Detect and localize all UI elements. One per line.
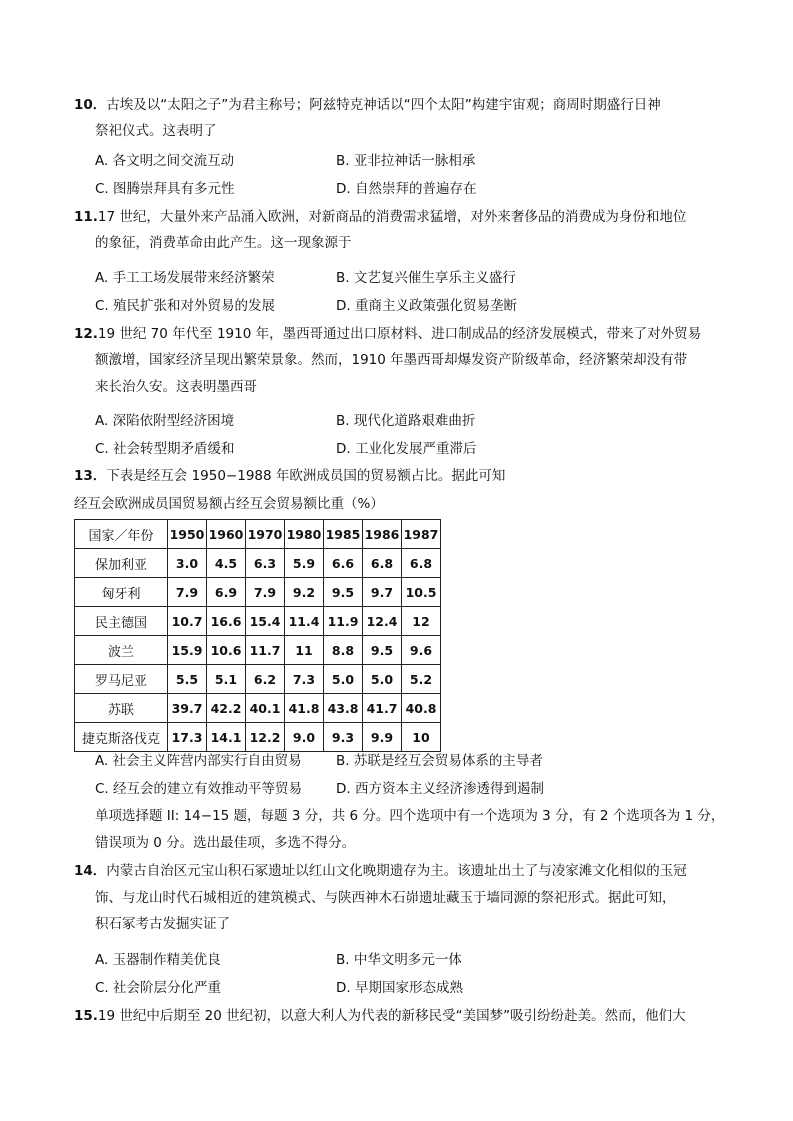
question-number: 15. (74, 1008, 98, 1024)
table-cell: 39.7 (168, 694, 207, 723)
table-cell: 9.0 (285, 723, 324, 752)
table-header-cell: 1986 (363, 520, 402, 549)
q12-stem-line1: 19 世纪 70 年代至 1910 年，墨西哥通过出口原材料、进口制成品的经济发展模式，带来了对外贸易 (97, 326, 702, 342)
table-cell: 14.1 (207, 723, 246, 752)
table-cell: 10.5 (402, 578, 441, 607)
q11-option-c: C. 殖民扩张和对外贸易的发展 (95, 298, 276, 314)
q10-option-b: B. 亚非拉神话一脉相承 (336, 153, 476, 169)
table-row (75, 636, 441, 665)
q15-stem (74, 1006, 686, 1026)
question-number: 14． (74, 863, 107, 879)
q11-stem-line2: 的象征，消费革命由此产生。这一现象源于 (95, 235, 352, 251)
table-row (75, 549, 441, 578)
table-row-label: 民主德国 (75, 607, 168, 636)
table-row (75, 694, 441, 723)
q14-stem-line1: 内蒙古自治区元宝山积石冢遗址以红山文化晚期遗存为主。该遗址出土了与凌家滩文化相似的玉冠 (106, 863, 687, 879)
table-cell: 10.6 (207, 636, 246, 665)
q10-stem-line1: 古埃及以“太阳之子”为君主称号；阿兹特克神话以“四个太阳”构建宇宙观；商周时期盛行日神 (106, 97, 661, 113)
table-cell: 6.2 (246, 665, 285, 694)
table-row-label: 苏联 (75, 694, 168, 723)
table-cell: 5.9 (285, 549, 324, 578)
q12-stem-line2: 额激增，国家经济呈现出繁荣景象。然而，1910 年墨西哥却爆发资产阶级革命，经济繁荣却没有带 (95, 352, 688, 368)
table-cell: 5.0 (324, 665, 363, 694)
table-cell: 40.8 (402, 694, 441, 723)
table-cell: 42.2 (207, 694, 246, 723)
q14-stem (74, 861, 687, 881)
table-cell: 5.1 (207, 665, 246, 694)
q11-stem-line1: 17 世纪，大量外来产品涌入欧洲，对新商品的消费需求猛增，对外来奢侈品的消费成为身份和地位 (97, 209, 687, 225)
q10-option-a: A. 各文明之间交流互动 (95, 153, 235, 169)
table-cell: 7.9 (168, 578, 207, 607)
table-row (75, 607, 441, 636)
table-cell: 7.9 (246, 578, 285, 607)
table-cell: 5.0 (363, 665, 402, 694)
table-row-label: 匈牙利 (75, 578, 168, 607)
table-cell: 9.5 (363, 636, 402, 665)
table-header-cell: 1980 (285, 520, 324, 549)
question-number: 10． (74, 97, 107, 113)
table-cell: 5.2 (402, 665, 441, 694)
table-row (75, 665, 441, 694)
table-cell: 10 (402, 723, 441, 752)
table-cell: 12.2 (246, 723, 285, 752)
table-cell: 4.5 (207, 549, 246, 578)
table-header-cell: 1970 (246, 520, 285, 549)
table-row (75, 723, 441, 752)
table-cell: 6.8 (402, 549, 441, 578)
q14-option-d: D. 早期国家形态成熟 (336, 980, 463, 996)
q10-option-c: C. 图腾崇拜具有多元性 (95, 181, 235, 197)
table-cell: 11 (285, 636, 324, 665)
q11-stem (74, 207, 686, 227)
table-cell: 9.9 (363, 723, 402, 752)
table-cell: 16.6 (207, 607, 246, 636)
table-row-label: 捷克斯洛伐克 (75, 723, 168, 752)
table-row-label: 保加利亚 (75, 549, 168, 578)
table-cell: 12.4 (363, 607, 402, 636)
table-cell: 6.6 (324, 549, 363, 578)
q14-option-a: A. 玉器制作精美优良 (95, 952, 221, 968)
q12-option-d: D. 工业化发展严重滞后 (336, 441, 477, 457)
q13-stem (74, 466, 505, 486)
table-cell: 41.8 (285, 694, 324, 723)
q14-stem-line2: 饰、与龙山时代石城相近的建筑模式、与陕西神木石峁遗址藏玉于墙同源的祭祀形式。据此可知， (95, 890, 676, 906)
q13-option-c: C. 经互会的建立有效推动平等贸易 (95, 781, 303, 797)
table-header-cell: 国家／年份 (75, 520, 168, 549)
q10-stem (74, 95, 661, 115)
question-number: 11. (74, 209, 98, 225)
table-cell: 5.5 (168, 665, 207, 694)
q10-option-d: D. 自然崇拜的普遍存在 (336, 181, 477, 197)
q15-stem-line1: 19 世纪中后期至 20 世纪初，以意大利人为代表的新移民受“美国梦”吸引纷纷赴美。然而，他们大 (97, 1008, 686, 1024)
q13-option-b: B. 苏联是经互会贸易体系的主导者 (336, 753, 543, 769)
table-cell: 40.1 (246, 694, 285, 723)
table-cell: 7.3 (285, 665, 324, 694)
table-row-label: 罗马尼亚 (75, 665, 168, 694)
q13-option-a: A. 社会主义阵营内部实行自由贸易 (95, 753, 302, 769)
table-cell: 9.7 (363, 578, 402, 607)
question-number: 13． (74, 468, 107, 484)
q13-option-d: D. 西方资本主义经济渗透得到遏制 (336, 781, 544, 797)
table-cell: 9.5 (324, 578, 363, 607)
table-cell: 15.4 (246, 607, 285, 636)
table-row-label: 波兰 (75, 636, 168, 665)
q13-stem-line1: 下表是经互会 1950−1988 年欧洲成员国的贸易额占比。据此可知 (106, 468, 506, 484)
table-cell: 6.9 (207, 578, 246, 607)
table-header-row (75, 520, 441, 549)
table-header-cell: 1950 (168, 520, 207, 549)
table-cell: 9.6 (402, 636, 441, 665)
q14-stem-line3: 积石冢考古发掘实证了 (95, 916, 230, 932)
table-cell: 12 (402, 607, 441, 636)
q11-option-b: B. 文艺复兴催生享乐主义盛行 (336, 270, 516, 286)
table-cell: 10.7 (168, 607, 207, 636)
q11-option-a: A. 手工工场发展带来经济繁荣 (95, 270, 275, 286)
table-cell: 9.2 (285, 578, 324, 607)
table-cell: 6.8 (363, 549, 402, 578)
q12-option-a: A. 深陷依附型经济困境 (95, 413, 235, 429)
table-cell: 11.9 (324, 607, 363, 636)
table-cell: 3.0 (168, 549, 207, 578)
table-row (75, 578, 441, 607)
q12-option-b: B. 现代化道路艰难曲折 (336, 413, 476, 429)
q12-option-c: C. 社会转型期矛盾缓和 (95, 441, 235, 457)
table-cell: 6.3 (246, 549, 285, 578)
question-number: 12. (74, 326, 98, 342)
table-cell: 15.9 (168, 636, 207, 665)
table-header-cell: 1985 (324, 520, 363, 549)
table-cell: 11.4 (285, 607, 324, 636)
q11-option-d: D. 重商主义政策强化贸易垄断 (336, 298, 517, 314)
trade-share-table (74, 519, 441, 752)
q12-stem (74, 324, 701, 344)
section-instruction-line2: 错误项为 0 分。选出最佳项，多选不得分。 (95, 835, 356, 851)
table-cell: 11.7 (246, 636, 285, 665)
table-cell: 41.7 (363, 694, 402, 723)
q12-stem-line3: 来长治久安。这表明墨西哥 (95, 379, 257, 395)
table-cell: 17.3 (168, 723, 207, 752)
q14-option-b: B. 中华文明多元一体 (336, 952, 462, 968)
table-header-cell: 1987 (402, 520, 441, 549)
table-cell: 43.8 (324, 694, 363, 723)
q14-option-c: C. 社会阶层分化严重 (95, 980, 222, 996)
table-cell: 8.8 (324, 636, 363, 665)
table-cell: 9.3 (324, 723, 363, 752)
table-title: 经互会欧洲成员国贸易额占经互会贸易额比重（%） (74, 496, 384, 512)
table-header-cell: 1960 (207, 520, 246, 549)
section-instruction-line1: 单项选择题 II: 14−15 题，每题 3 分，共 6 分。四个选项中有一个选项为 3 分，有 2 个选项各为 1 分， (95, 808, 725, 824)
q10-stem-line2: 祭祀仪式。这表明了 (95, 123, 217, 139)
